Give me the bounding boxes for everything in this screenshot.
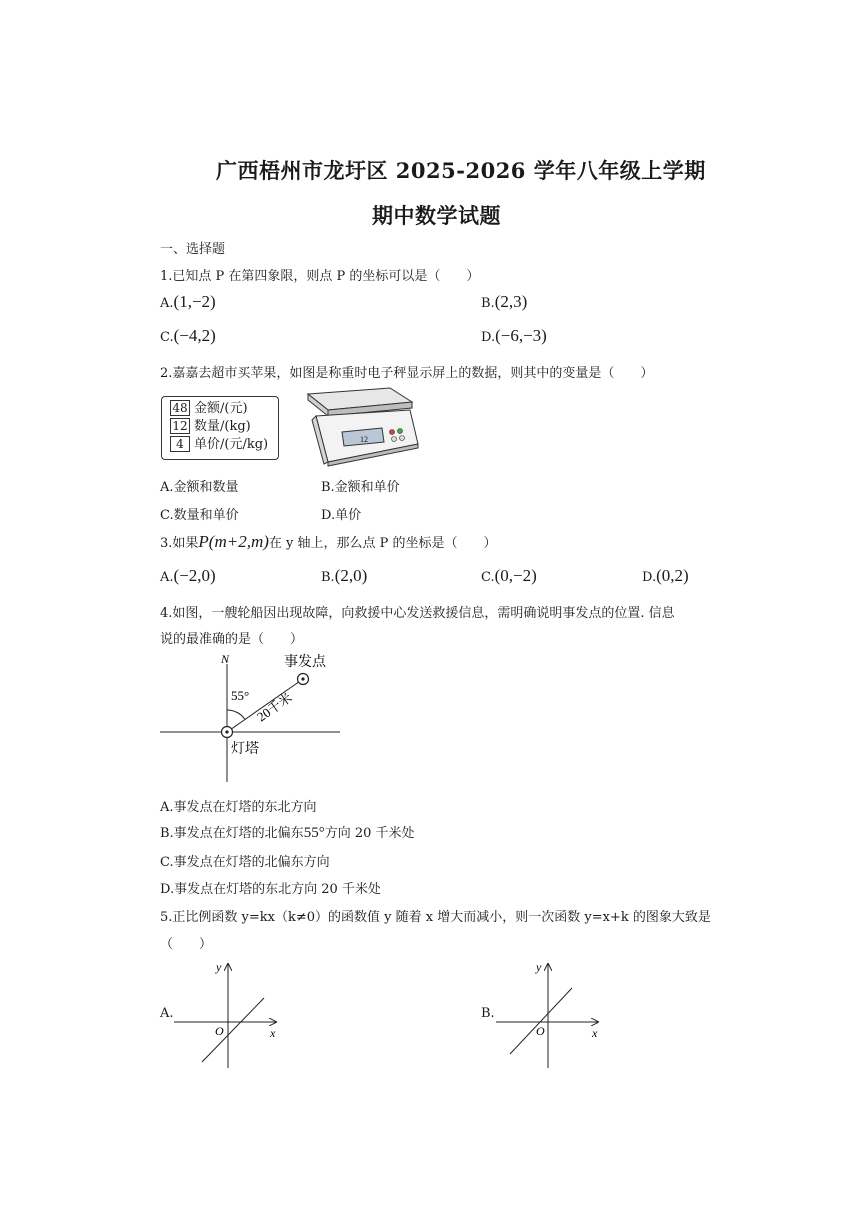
q5-option-a-label[interactable]: A. xyxy=(160,1006,174,1021)
q2-option-c[interactable]: C.数量和单价 xyxy=(160,508,239,523)
q4-direction-figure xyxy=(155,650,345,785)
north-label: N xyxy=(221,652,230,666)
q2-option-d[interactable]: D.单价 xyxy=(321,508,362,523)
q3-stem-post: 在 y 轴上，那么点 P 的坐标是（ ） xyxy=(268,536,497,551)
option-value: (0,−2) xyxy=(494,566,537,585)
option-value: (2,0) xyxy=(334,566,368,585)
option-label: A. xyxy=(160,296,174,311)
display-value: 4 xyxy=(170,436,190,452)
q3-option-a[interactable] xyxy=(160,566,216,586)
display-row-amount xyxy=(170,400,248,417)
x-axis-label: x xyxy=(270,1026,276,1040)
display-row-unit-price xyxy=(170,436,268,453)
angle-label: 55° xyxy=(231,688,250,703)
option-value: (0,2) xyxy=(656,566,689,585)
page-title: 广西梧州市龙圩区 2025-2026 学年八年级上学期 xyxy=(216,158,706,183)
q4-option-b-post: 方向 20 千米处 xyxy=(324,826,415,841)
q1-option-d[interactable] xyxy=(481,326,547,346)
q1-option-a[interactable] xyxy=(160,292,216,312)
scale-display-panel xyxy=(161,396,279,460)
incident-label: 事发点 xyxy=(284,655,326,670)
section-label: 一、选择题 xyxy=(160,242,226,257)
q5-graph-a[interactable] xyxy=(170,958,285,1073)
display-value: 48 xyxy=(170,400,190,416)
option-value: (−2,0) xyxy=(173,566,216,585)
q1-stem: 1.已知点 P 在第四象限，则点 P 的坐标可以是（ ） xyxy=(160,269,480,284)
q5-option-b-label[interactable]: B. xyxy=(481,1006,495,1021)
option-label: D. xyxy=(481,330,496,345)
q1-option-b[interactable] xyxy=(481,292,527,312)
option-label: C. xyxy=(160,330,174,345)
q4-stem-line1: 4.如图，一艘轮船因出现故障，向救援中心发送救援信息，需明确说明事发点的位置. 信息 xyxy=(160,606,675,621)
option-label: C. xyxy=(481,570,495,585)
electronic-scale-image xyxy=(298,386,420,468)
option-label: B. xyxy=(321,570,335,585)
distance-label: 20千米 xyxy=(254,689,295,725)
q2-stem: 2.嘉嘉去超市买苹果，如图是称重时电子秤显示屏上的数据，则其中的变量是（ ） xyxy=(160,366,654,381)
function-line xyxy=(202,998,264,1062)
q1-option-c[interactable] xyxy=(160,326,216,346)
q2-option-b[interactable]: B.金额和单价 xyxy=(321,480,400,495)
angle-arc xyxy=(227,710,245,719)
q4-stem-line2: 说的最准确的是（ ） xyxy=(160,632,304,647)
x-axis-label: x xyxy=(592,1026,598,1040)
q3-option-d[interactable] xyxy=(642,566,689,586)
display-row-quantity xyxy=(170,418,251,435)
option-label: A. xyxy=(160,570,174,585)
page-subtitle: 期中数学试题 xyxy=(372,203,501,228)
q4-option-b-angle: 55° xyxy=(303,825,325,841)
option-value: (1,−2) xyxy=(173,292,216,311)
option-label: B. xyxy=(481,296,495,311)
function-line xyxy=(510,988,572,1054)
display-label: 数量/(kg) xyxy=(194,419,251,434)
q3-option-b[interactable] xyxy=(321,566,367,586)
q4-option-b[interactable] xyxy=(160,822,415,842)
q3-stem-pre: 3.如果 xyxy=(160,536,199,551)
display-label: 单价/(元/kg) xyxy=(194,437,269,452)
option-value: (−4,2) xyxy=(173,326,216,345)
q5-stem-line1: 5.正比例函数 y=kx（k≠0）的函数值 y 随着 x 增大而减小，则一次函数 y=x+k 的图象大致是 xyxy=(160,910,711,925)
y-axis-label: y xyxy=(536,960,542,974)
scale-reading: 12 xyxy=(360,435,368,444)
origin-label: O xyxy=(215,1024,224,1038)
q4-option-d[interactable]: D.事发点在灯塔的东北方向 20 千米处 xyxy=(160,882,381,897)
option-value: (2,3) xyxy=(494,292,528,311)
q4-option-a[interactable]: A.事发点在灯塔的东北方向 xyxy=(160,800,317,815)
q3-point: P(m+2,m) xyxy=(198,532,269,551)
option-value: (−6,−3) xyxy=(495,326,547,345)
q2-option-a[interactable]: A.金额和数量 xyxy=(160,480,239,495)
display-value: 12 xyxy=(170,418,190,434)
q3-stem xyxy=(160,532,497,552)
origin-label: O xyxy=(536,1024,545,1038)
lighthouse-label: 灯塔 xyxy=(231,742,259,757)
q3-option-c[interactable] xyxy=(481,566,537,586)
q4-option-b-pre: B.事发点在灯塔的北偏东 xyxy=(160,826,304,841)
display-label: 金额/(元) xyxy=(194,401,248,416)
y-axis-label: y xyxy=(216,960,222,974)
q4-option-c[interactable]: C.事发点在灯塔的北偏东方向 xyxy=(160,855,330,870)
q5-graph-b[interactable] xyxy=(492,958,607,1073)
q5-stem-line2: （ ） xyxy=(160,937,213,952)
option-label: D. xyxy=(642,570,657,585)
